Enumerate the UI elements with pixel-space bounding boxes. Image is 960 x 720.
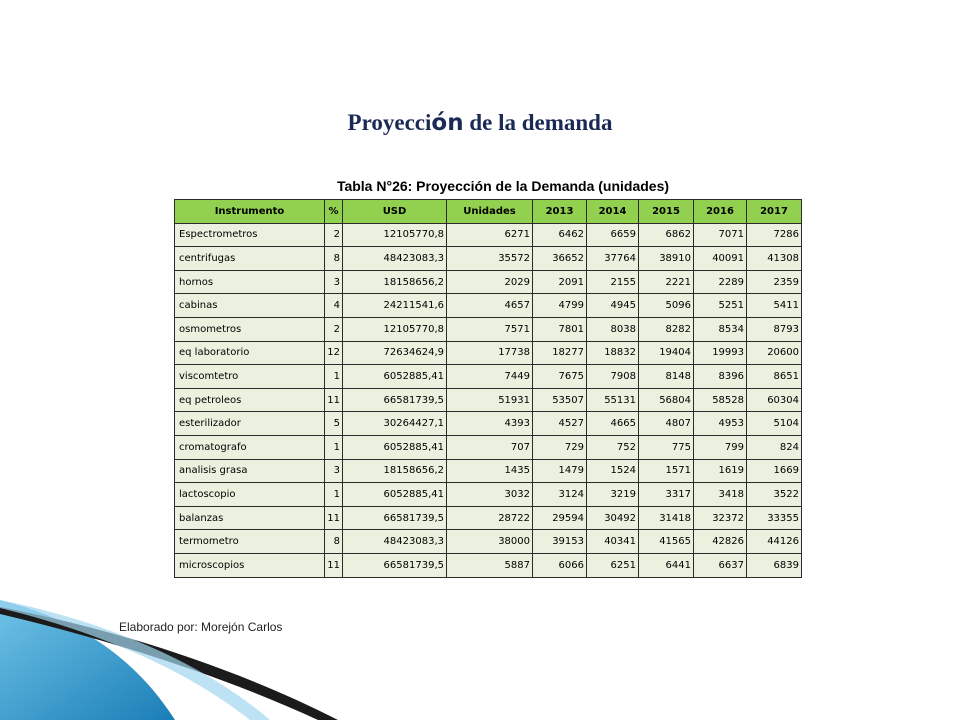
table-cell: 8793 bbox=[747, 317, 802, 341]
table-cell: 44126 bbox=[747, 530, 802, 554]
table-cell: 2 bbox=[325, 223, 343, 247]
column-header: Unidades bbox=[447, 200, 533, 224]
table-cell: 17738 bbox=[447, 341, 533, 365]
table-caption: Tabla N°26: Proyección de la Demanda (unidades) bbox=[336, 178, 670, 194]
table-cell: 48423083,3 bbox=[343, 530, 447, 554]
table-cell: 2155 bbox=[587, 270, 639, 294]
table-cell: 2 bbox=[325, 317, 343, 341]
table-cell: 18158656,2 bbox=[343, 459, 447, 483]
table-cell: 7675 bbox=[533, 365, 587, 389]
instrument-name-cell: cabinas bbox=[175, 294, 325, 318]
table-cell: 66581739,5 bbox=[343, 388, 447, 412]
table-cell: 5251 bbox=[694, 294, 747, 318]
table-cell: 32372 bbox=[694, 506, 747, 530]
table-cell: 2289 bbox=[694, 270, 747, 294]
table-cell: 66581739,5 bbox=[343, 553, 447, 577]
instrument-name-cell: centrifugas bbox=[175, 247, 325, 271]
table-cell: 7071 bbox=[694, 223, 747, 247]
table-cell: 29594 bbox=[533, 506, 587, 530]
table-cell: 1 bbox=[325, 435, 343, 459]
table-cell: 1435 bbox=[447, 459, 533, 483]
table-cell: 4 bbox=[325, 294, 343, 318]
table-cell: 7908 bbox=[587, 365, 639, 389]
table-cell: 3032 bbox=[447, 483, 533, 507]
table-cell: 35572 bbox=[447, 247, 533, 271]
table-cell: 5887 bbox=[447, 553, 533, 577]
table-cell: 56804 bbox=[639, 388, 694, 412]
table-cell: 4953 bbox=[694, 412, 747, 436]
table-cell: 6637 bbox=[694, 553, 747, 577]
table-cell: 2221 bbox=[639, 270, 694, 294]
table-cell: 7801 bbox=[533, 317, 587, 341]
instrument-name-cell: Espectrometros bbox=[175, 223, 325, 247]
table-cell: 28722 bbox=[447, 506, 533, 530]
table-cell: 40091 bbox=[694, 247, 747, 271]
table-cell: 6659 bbox=[587, 223, 639, 247]
table-cell: 8651 bbox=[747, 365, 802, 389]
instrument-name-cell: eq petroleos bbox=[175, 388, 325, 412]
table-cell: 30492 bbox=[587, 506, 639, 530]
table-cell: 38910 bbox=[639, 247, 694, 271]
table-cell: 5104 bbox=[747, 412, 802, 436]
table-cell: 53507 bbox=[533, 388, 587, 412]
table-cell: 752 bbox=[587, 435, 639, 459]
table-cell: 3418 bbox=[694, 483, 747, 507]
table-cell: 4799 bbox=[533, 294, 587, 318]
table-cell: 8148 bbox=[639, 365, 694, 389]
instrument-name-cell: microscopios bbox=[175, 553, 325, 577]
column-header: 2017 bbox=[747, 200, 802, 224]
table-cell: 5 bbox=[325, 412, 343, 436]
table-cell: 3219 bbox=[587, 483, 639, 507]
table-cell: 55131 bbox=[587, 388, 639, 412]
table-cell: 6462 bbox=[533, 223, 587, 247]
table-cell: 66581739,5 bbox=[343, 506, 447, 530]
table-cell: 775 bbox=[639, 435, 694, 459]
table-cell: 707 bbox=[447, 435, 533, 459]
table-cell: 41308 bbox=[747, 247, 802, 271]
table-cell: 4393 bbox=[447, 412, 533, 436]
table-cell: 8534 bbox=[694, 317, 747, 341]
table-cell: 48423083,3 bbox=[343, 247, 447, 271]
table-cell: 1479 bbox=[533, 459, 587, 483]
table-cell: 8396 bbox=[694, 365, 747, 389]
instrument-name-cell: hornos bbox=[175, 270, 325, 294]
table-cell: 1669 bbox=[747, 459, 802, 483]
table-cell: 1 bbox=[325, 365, 343, 389]
table-cell: 19404 bbox=[639, 341, 694, 365]
table-cell: 6052885,41 bbox=[343, 365, 447, 389]
table-cell: 4807 bbox=[639, 412, 694, 436]
column-header: 2015 bbox=[639, 200, 694, 224]
table-cell: 31418 bbox=[639, 506, 694, 530]
table-cell: 18277 bbox=[533, 341, 587, 365]
table-cell: 30264427,1 bbox=[343, 412, 447, 436]
table-cell: 42826 bbox=[694, 530, 747, 554]
instrument-name-cell: eq laboratorio bbox=[175, 341, 325, 365]
table-cell: 2029 bbox=[447, 270, 533, 294]
table-cell: 58528 bbox=[694, 388, 747, 412]
table-cell: 36652 bbox=[533, 247, 587, 271]
table-cell: 40341 bbox=[587, 530, 639, 554]
table-cell: 2091 bbox=[533, 270, 587, 294]
table-cell: 18832 bbox=[587, 341, 639, 365]
table-cell: 5096 bbox=[639, 294, 694, 318]
table-cell: 12105770,8 bbox=[343, 223, 447, 247]
table-cell: 7286 bbox=[747, 223, 802, 247]
table-cell: 39153 bbox=[533, 530, 587, 554]
instrument-name-cell: lactoscopio bbox=[175, 483, 325, 507]
table-cell: 20600 bbox=[747, 341, 802, 365]
table-cell: 799 bbox=[694, 435, 747, 459]
table-cell: 11 bbox=[325, 553, 343, 577]
table-cell: 1524 bbox=[587, 459, 639, 483]
table-cell: 1 bbox=[325, 483, 343, 507]
column-header: % bbox=[325, 200, 343, 224]
table-cell: 6251 bbox=[587, 553, 639, 577]
column-header: 2014 bbox=[587, 200, 639, 224]
table-cell: 6441 bbox=[639, 553, 694, 577]
table-cell: 37764 bbox=[587, 247, 639, 271]
instrument-name-cell: termometro bbox=[175, 530, 325, 554]
table-cell: 824 bbox=[747, 435, 802, 459]
table-cell: 6839 bbox=[747, 553, 802, 577]
table-cell: 4665 bbox=[587, 412, 639, 436]
table-cell: 6052885,41 bbox=[343, 483, 447, 507]
table-cell: 18158656,2 bbox=[343, 270, 447, 294]
table-cell: 51931 bbox=[447, 388, 533, 412]
credit-note: Elaborado por: Morejón Carlos bbox=[119, 620, 283, 634]
title-suffix: de la demanda bbox=[463, 110, 613, 135]
table-cell: 8 bbox=[325, 530, 343, 554]
table-cell: 4657 bbox=[447, 294, 533, 318]
table-cell: 1619 bbox=[694, 459, 747, 483]
table-cell: 3317 bbox=[639, 483, 694, 507]
instrument-name-cell: cromatografo bbox=[175, 435, 325, 459]
table-cell: 24211541,6 bbox=[343, 294, 447, 318]
table-cell: 4945 bbox=[587, 294, 639, 318]
table-cell: 33355 bbox=[747, 506, 802, 530]
table-cell: 38000 bbox=[447, 530, 533, 554]
table-cell: 19993 bbox=[694, 341, 747, 365]
table-cell: 6066 bbox=[533, 553, 587, 577]
title-accent: ón bbox=[431, 110, 464, 136]
instrument-name-cell: analisis grasa bbox=[175, 459, 325, 483]
table-cell: 729 bbox=[533, 435, 587, 459]
table-cell: 4527 bbox=[533, 412, 587, 436]
table-cell: 8038 bbox=[587, 317, 639, 341]
table-cell: 6052885,41 bbox=[343, 435, 447, 459]
table-cell: 11 bbox=[325, 388, 343, 412]
table-cell: 11 bbox=[325, 506, 343, 530]
table-cell: 12105770,8 bbox=[343, 317, 447, 341]
instrument-name-cell: esterilizador bbox=[175, 412, 325, 436]
instrument-name-cell: viscomtetro bbox=[175, 365, 325, 389]
instrument-name-cell: osmometros bbox=[175, 317, 325, 341]
table-cell: 3 bbox=[325, 270, 343, 294]
title-prefix: Proyecci bbox=[347, 110, 432, 135]
table-cell: 41565 bbox=[639, 530, 694, 554]
table-cell: 8 bbox=[325, 247, 343, 271]
table-cell: 3 bbox=[325, 459, 343, 483]
column-header: 2016 bbox=[694, 200, 747, 224]
table-cell: 6862 bbox=[639, 223, 694, 247]
instrument-name-cell: balanzas bbox=[175, 506, 325, 530]
table-cell: 2359 bbox=[747, 270, 802, 294]
table-cell: 7449 bbox=[447, 365, 533, 389]
table-cell: 8282 bbox=[639, 317, 694, 341]
table-cell: 60304 bbox=[747, 388, 802, 412]
table-cell: 6271 bbox=[447, 223, 533, 247]
table-cell: 5411 bbox=[747, 294, 802, 318]
table-cell: 3522 bbox=[747, 483, 802, 507]
table-cell: 3124 bbox=[533, 483, 587, 507]
table-cell: 7571 bbox=[447, 317, 533, 341]
column-header: Instrumento bbox=[175, 200, 325, 224]
column-header: 2013 bbox=[533, 200, 587, 224]
column-header: USD bbox=[343, 200, 447, 224]
table-cell: 1571 bbox=[639, 459, 694, 483]
table-cell: 12 bbox=[325, 341, 343, 365]
table-cell: 72634624,9 bbox=[343, 341, 447, 365]
